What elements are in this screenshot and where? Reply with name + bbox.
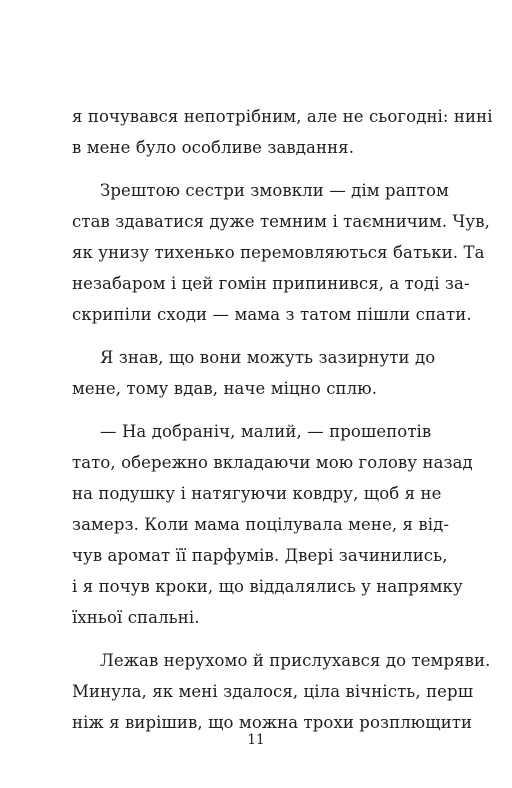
text-line: Я знав, що вони можуть зазирнути до (100, 348, 436, 367)
text-line: тато, обережно вкладаючи мою голову назад (72, 453, 473, 472)
text-line: на подушку і натягуючи ковдру, щоб я не (72, 484, 442, 503)
paragraph (72, 645, 491, 738)
text-line: мене, тому вдав, наче міцно сплю. (72, 379, 378, 398)
text-line: ніж я вирішив, що можна трохи розплющити (72, 713, 473, 732)
body-text (72, 101, 493, 738)
text-line: чув аромат її парфумів. Двері зачинились, (72, 546, 448, 565)
text-line: став здаватися дуже темним і таємничим. Чув, (72, 212, 490, 231)
paragraph (72, 416, 473, 633)
text-line: Лежав нерухомо й прислухався до темряви. (100, 651, 491, 670)
text-line: Минула, як мені здалося, ціла вічність, перш (72, 682, 474, 701)
paragraph (72, 101, 493, 163)
text-line: і я почув кроки, що віддалялись у напрямку (72, 577, 463, 596)
page-number: 11 (247, 732, 265, 748)
text-line: в мене було особливе завдання. (72, 138, 355, 157)
text-line: незабаром і цей гомін припинився, а тоді за- (72, 274, 470, 293)
text-line: їхньої спальні. (72, 608, 200, 627)
text-line: замерз. Коли мама поцілувала мене, я від- (72, 515, 450, 534)
text-line: скрипіли сходи — мама з татом пішли спати. (72, 305, 472, 324)
paragraph (72, 342, 436, 404)
text-line: як унизу тихенько перемовляються батьки. Та (72, 243, 485, 262)
paragraph (72, 175, 490, 330)
text-line: — На добраніч, малий, — прошепотів (100, 422, 432, 441)
text-line: Зрештою сестри змовкли — дім раптом (100, 181, 449, 200)
text-line: я почувався непотрібним, але не сьогодні: нині (72, 107, 493, 126)
